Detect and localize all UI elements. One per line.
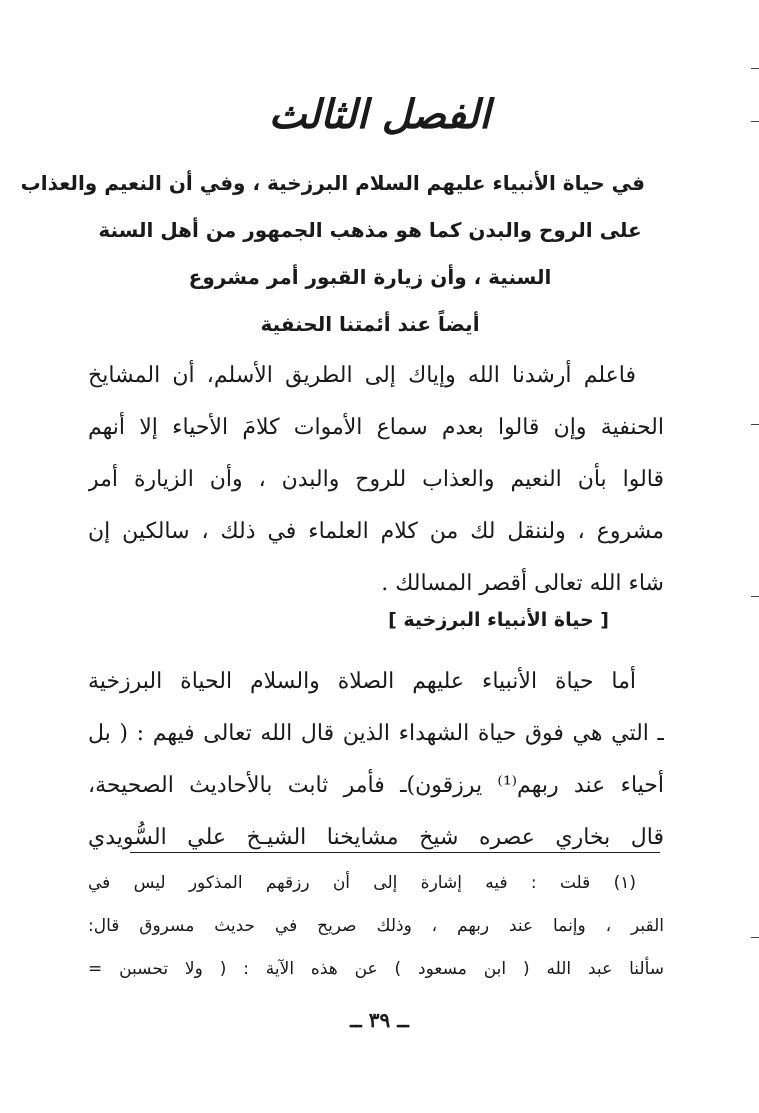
paragraph-line: قالوا بأن النعيم والعذاب للروح والبدن ، وأن الزيارة أمر [88, 467, 664, 492]
heading-line: أيضاً عند أئمتنا الحنفية [260, 312, 480, 336]
paragraph-line: شاء الله تعالى أقصر المسالك . [381, 571, 664, 596]
paragraph-line: أما حياة الأنبياء عليهم الصلاة والسلام الحياة البرزخية [88, 669, 636, 694]
paragraph-2 [88, 656, 664, 864]
scan-edge-mark [751, 121, 759, 122]
scan-edge-mark [751, 424, 759, 425]
paragraph-line: ـ التي هي فوق حياة الشهداء الذين قال الله تعالى فيهم : ( بل [88, 721, 664, 746]
scan-edge-mark [751, 596, 759, 597]
footnote-divider [130, 852, 660, 853]
heading-line: في حياة الأنبياء عليهم السلام البرزخية ، وفي أن النعيم والعذاب [20, 171, 645, 195]
paragraph-1 [88, 350, 664, 610]
paragraph-line: قال بخاري عصره شيخ مشايخنا الشيـخ علي السُّويدي [88, 825, 664, 850]
paragraph-line: الحنفية وإن قالوا بعدم سماع الأموات كلامَ الأحياء إلا أنهم [88, 415, 664, 440]
scan-edge-mark [751, 68, 759, 69]
footnotes [88, 862, 664, 991]
chapter-heading [20, 160, 645, 348]
heading-line: على الروح والبدن كما هو مذهب الجمهور من أهل السنة [98, 218, 642, 242]
scan-edge-mark [751, 937, 759, 938]
section-subheading: [ حياة الأنبياء البرزخية ] [388, 609, 609, 631]
heading-line: السنية ، وأن زيارة القبور أمر مشروع [188, 265, 552, 289]
paragraph-line: أحياء عند ربهم⁽¹⁾ يرزقون)ـ فأمر ثابت بالأحاديث الصحيحة، [88, 773, 664, 798]
footnote-line: سألنا عبد الله ( ابن مسعود ) عن هذه الآية : ( ولا تحسبن = [88, 959, 664, 979]
paragraph-line: مشروع ، ولننقل لك من كلام العلماء في ذلك ، سالكين إن [88, 519, 664, 544]
paragraph-line: فاعلم أرشدنا الله وإياك إلى الطريق الأسلم، أن المشايخ [88, 363, 636, 388]
footnote-line: القبر ، وإنما عند ربهم ، وذلك صريح في حديث مسروق قال: [88, 916, 664, 936]
page-number: ــ ٣٩ ــ [350, 1008, 409, 1032]
chapter-title: الفصل الثالث [268, 92, 491, 138]
footnote-line: (١) قلت : فيه إشارة إلى أن رزقهم المذكور ليس في [88, 873, 636, 893]
